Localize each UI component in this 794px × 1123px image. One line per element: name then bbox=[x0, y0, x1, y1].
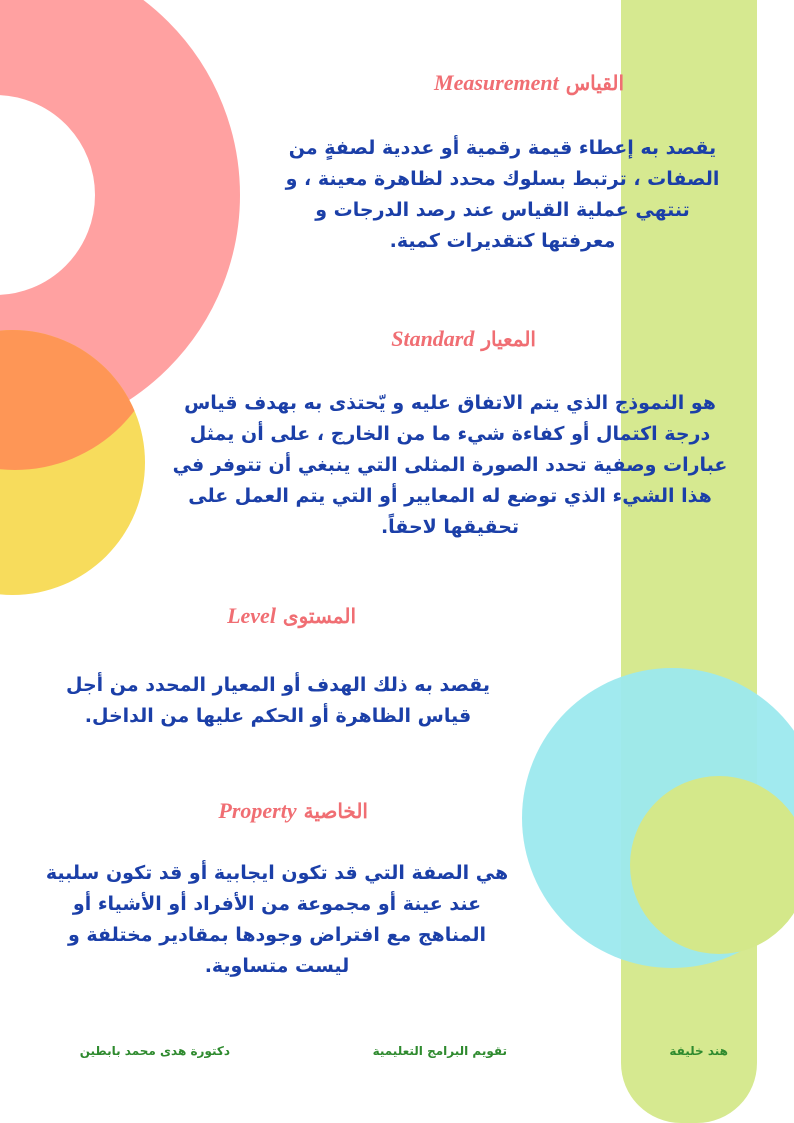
level-title-en: Level bbox=[227, 603, 276, 628]
green-circle-decoration bbox=[630, 776, 794, 954]
measurement-title-ar: القياس bbox=[565, 71, 624, 95]
footer-instructor: دكتورة هدى محمد بابطين bbox=[79, 1044, 230, 1058]
footer-course: تقويم البرامج التعليمية bbox=[372, 1044, 507, 1058]
level-title bbox=[227, 603, 356, 629]
standard-title-ar: المعيار bbox=[481, 327, 536, 351]
standard-title-en: Standard bbox=[391, 326, 475, 351]
property-title-en: Property bbox=[218, 798, 297, 823]
level-body: يقصد به ذلك الهدف أو المعيار المحدد من أجل قياس الظاهرة أو الحكم عليها من الداخل. bbox=[66, 674, 490, 727]
property-title bbox=[218, 798, 368, 824]
standard-title bbox=[391, 326, 536, 352]
level-title-ar: المستوى bbox=[282, 604, 356, 628]
footer-author: هند خليفة bbox=[669, 1044, 728, 1058]
standard-body: هو النموذج الذي يتم الاتفاق عليه و يّحتذى به بهدف قياس درجة اكتمال أو كفاءة شيء ما من الخارج ، على أن يمثل عبارات وصفية تحدد الصورة المثلى التي ينبغي أن تتوفر في هذا الشيء الذي توضع له المعايير أو التي يتم العمل على تحقيقها لاحقاً. bbox=[172, 392, 728, 538]
property-title-ar: الخاصية bbox=[303, 799, 368, 823]
measurement-body: يقصد به إعطاء قيمة رقمية أو عددية لصفةٍ من الصفات ، ترتبط بسلوك محدد لظاهرة معينة ، و تنتهي عملية القياس عند رصد الدرجات و معرفتها كتقديرات كمية. bbox=[285, 137, 720, 252]
measurement-title bbox=[434, 70, 624, 96]
property-body: هي الصفة التي قد تكون ايجابية أو قد تكون سلبية عند عينة أو مجموعة من الأفراد أو الأشياء أو المناهج مع افتراض وجودها بمقادير مختلفة و ليست متساوية. bbox=[45, 862, 509, 977]
measurement-title-en: Measurement bbox=[434, 70, 559, 95]
